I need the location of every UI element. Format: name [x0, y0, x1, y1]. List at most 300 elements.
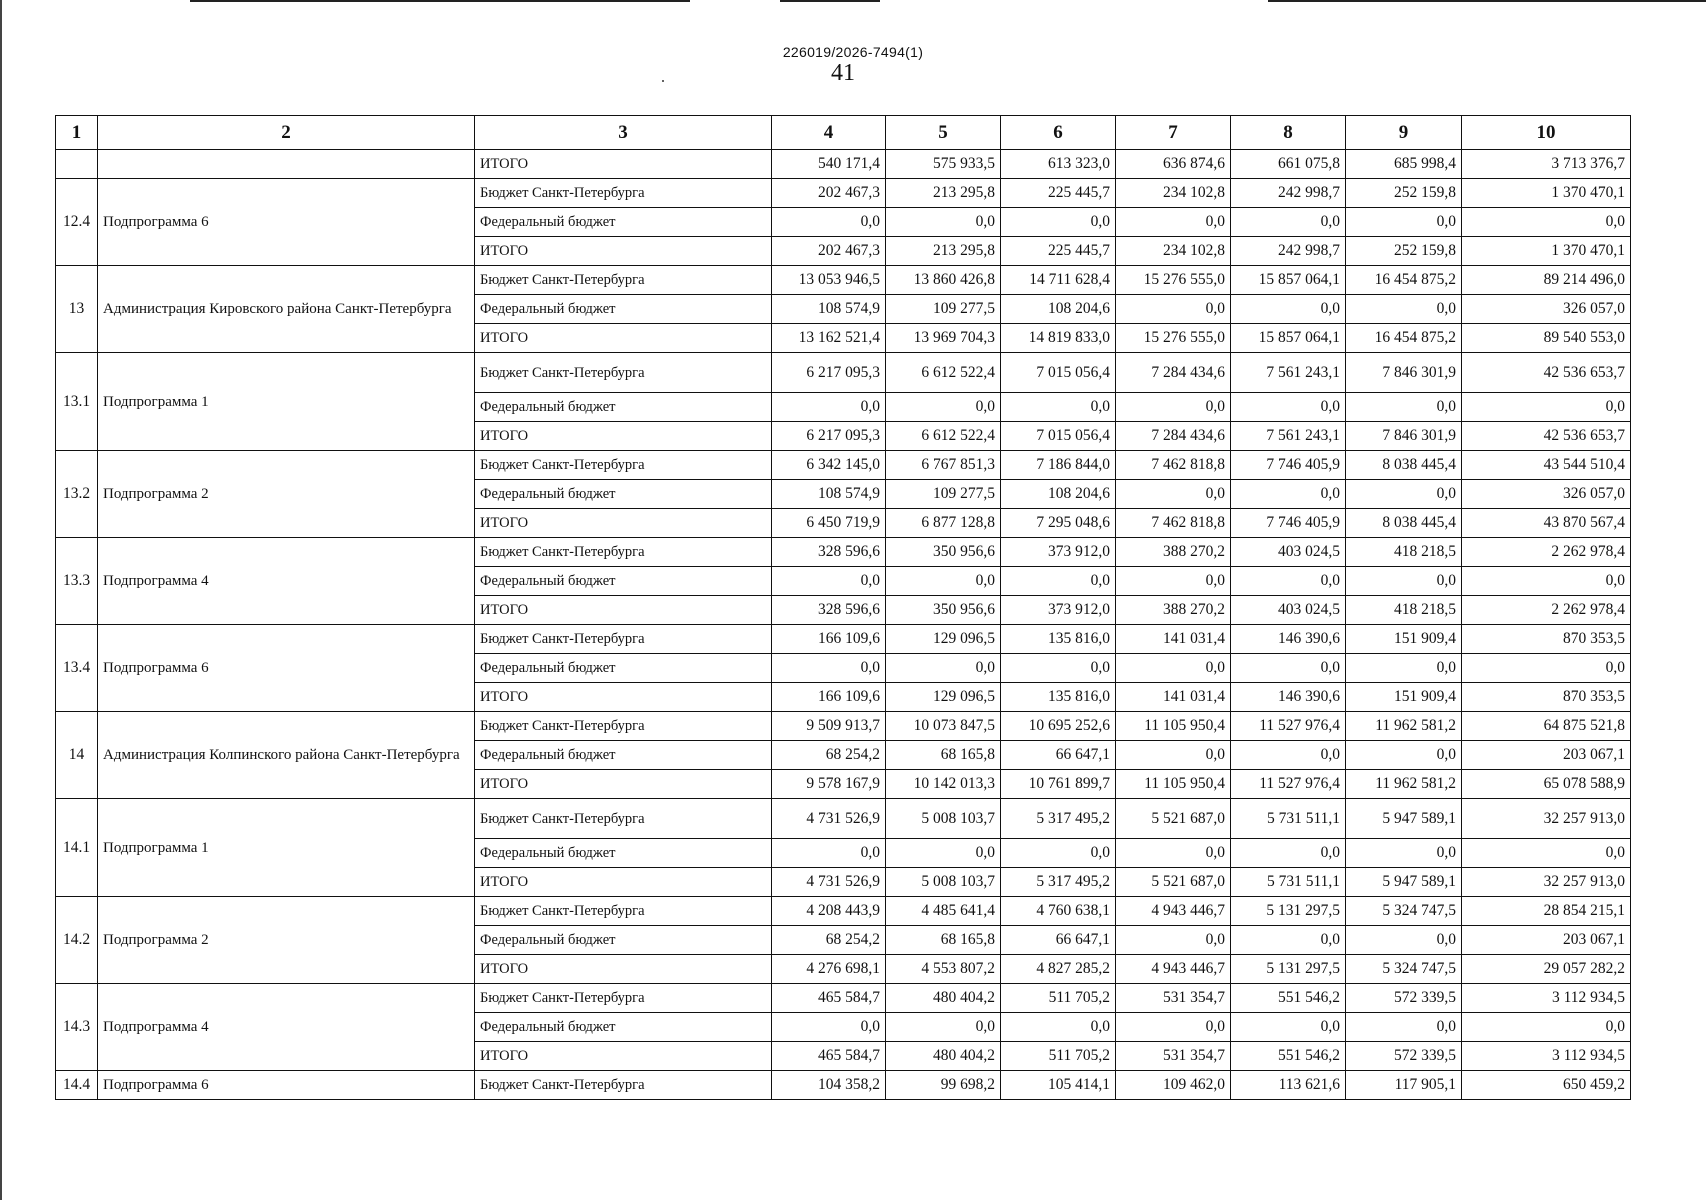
amount-cell: 10 142 013,3 [886, 770, 1001, 799]
amount-cell: 166 109,6 [772, 683, 886, 712]
amount-cell: 141 031,4 [1116, 625, 1231, 654]
funding-source-cell: ИТОГО [475, 596, 772, 625]
amount-cell: 14 711 628,4 [1001, 266, 1116, 295]
amount-cell: 42 536 653,7 [1462, 422, 1631, 451]
amount-cell: 0,0 [1462, 839, 1631, 868]
amount-cell: 7 462 818,8 [1116, 451, 1231, 480]
amount-cell: 540 171,4 [772, 150, 886, 179]
amount-cell: 4 208 443,9 [772, 897, 886, 926]
funding-source-cell: Бюджет Санкт-Петербурга [475, 984, 772, 1013]
table-row [56, 984, 1631, 1013]
amount-cell: 511 705,2 [1001, 984, 1116, 1013]
amount-cell: 0,0 [1001, 393, 1116, 422]
amount-cell: 15 276 555,0 [1116, 266, 1231, 295]
amount-cell: 7 015 056,4 [1001, 353, 1116, 393]
amount-cell: 0,0 [1346, 741, 1462, 770]
amount-cell: 10 695 252,6 [1001, 712, 1116, 741]
amount-cell: 146 390,6 [1231, 683, 1346, 712]
table-row [56, 1071, 1631, 1100]
amount-cell: 108 574,9 [772, 480, 886, 509]
amount-cell: 0,0 [1001, 1013, 1116, 1042]
row-name-cell: Подпрограмма 1 [98, 799, 475, 897]
amount-cell: 43 870 567,4 [1462, 509, 1631, 538]
column-header: 6 [1001, 116, 1116, 150]
funding-source-cell: Федеральный бюджет [475, 741, 772, 770]
table-header-row [56, 116, 1631, 150]
amount-cell: 650 459,2 [1462, 1071, 1631, 1100]
amount-cell: 870 353,5 [1462, 683, 1631, 712]
amount-cell: 5 317 495,2 [1001, 799, 1116, 839]
amount-cell: 15 276 555,0 [1116, 324, 1231, 353]
amount-cell: 0,0 [1116, 208, 1231, 237]
amount-cell: 0,0 [1346, 567, 1462, 596]
amount-cell: 4 731 526,9 [772, 799, 886, 839]
amount-cell: 531 354,7 [1116, 984, 1231, 1013]
amount-cell: 28 854 215,1 [1462, 897, 1631, 926]
amount-cell: 11 105 950,4 [1116, 770, 1231, 799]
amount-cell: 32 257 913,0 [1462, 799, 1631, 839]
amount-cell: 572 339,5 [1346, 984, 1462, 1013]
amount-cell: 104 358,2 [772, 1071, 886, 1100]
amount-cell: 109 277,5 [886, 480, 1001, 509]
funding-source-cell: Бюджет Санкт-Петербурга [475, 897, 772, 926]
row-name-cell: Подпрограмма 4 [98, 538, 475, 625]
amount-cell: 661 075,8 [1231, 150, 1346, 179]
funding-source-cell: Бюджет Санкт-Петербурга [475, 179, 772, 208]
row-code-cell [56, 150, 98, 179]
scan-speck [662, 80, 664, 82]
amount-cell: 7 295 048,6 [1001, 509, 1116, 538]
amount-cell: 0,0 [772, 1013, 886, 1042]
amount-cell: 6 342 145,0 [772, 451, 886, 480]
funding-source-cell: ИТОГО [475, 509, 772, 538]
amount-cell: 0,0 [886, 567, 1001, 596]
amount-cell: 328 596,6 [772, 538, 886, 567]
funding-source-cell: Бюджет Санкт-Петербурга [475, 625, 772, 654]
amount-cell: 328 596,6 [772, 596, 886, 625]
amount-cell: 89 540 553,0 [1462, 324, 1631, 353]
amount-cell: 135 816,0 [1001, 625, 1116, 654]
row-name-cell: Подпрограмма 2 [98, 451, 475, 538]
table-row [56, 538, 1631, 567]
amount-cell: 0,0 [1346, 208, 1462, 237]
funding-source-cell: ИТОГО [475, 324, 772, 353]
column-header: 4 [772, 116, 886, 150]
amount-cell: 0,0 [1231, 926, 1346, 955]
amount-cell: 7 846 301,9 [1346, 353, 1462, 393]
amount-cell: 108 204,6 [1001, 480, 1116, 509]
row-code-cell: 13.3 [56, 538, 98, 625]
row-code-cell: 14.3 [56, 984, 98, 1071]
amount-cell: 16 454 875,2 [1346, 266, 1462, 295]
amount-cell: 0,0 [1001, 208, 1116, 237]
row-code-cell: 14.1 [56, 799, 98, 897]
table-row [56, 150, 1631, 179]
amount-cell: 7 284 434,6 [1116, 353, 1231, 393]
amount-cell: 4 760 638,1 [1001, 897, 1116, 926]
amount-cell: 0,0 [1231, 393, 1346, 422]
amount-cell: 0,0 [1116, 839, 1231, 868]
amount-cell: 350 956,6 [886, 596, 1001, 625]
amount-cell: 234 102,8 [1116, 179, 1231, 208]
amount-cell: 242 998,7 [1231, 179, 1346, 208]
amount-cell: 109 277,5 [886, 295, 1001, 324]
amount-cell: 7 561 243,1 [1231, 422, 1346, 451]
amount-cell: 6 767 851,3 [886, 451, 1001, 480]
row-name-cell [98, 150, 475, 179]
amount-cell: 9 509 913,7 [772, 712, 886, 741]
amount-cell: 7 186 844,0 [1001, 451, 1116, 480]
amount-cell: 0,0 [1346, 926, 1462, 955]
table-row [56, 625, 1631, 654]
page-left-edge [0, 0, 2, 1200]
amount-cell: 32 257 913,0 [1462, 868, 1631, 897]
amount-cell: 0,0 [1231, 295, 1346, 324]
amount-cell: 11 962 581,2 [1346, 770, 1462, 799]
amount-cell: 0,0 [1346, 295, 1462, 324]
amount-cell: 202 467,3 [772, 237, 886, 266]
column-header: 5 [886, 116, 1001, 150]
amount-cell: 213 295,8 [886, 237, 1001, 266]
table-row [56, 179, 1631, 208]
amount-cell: 465 584,7 [772, 984, 886, 1013]
amount-cell: 870 353,5 [1462, 625, 1631, 654]
page-number: 41 [831, 60, 855, 86]
amount-cell: 0,0 [1462, 208, 1631, 237]
amount-cell: 6 877 128,8 [886, 509, 1001, 538]
amount-cell: 13 969 704,3 [886, 324, 1001, 353]
amount-cell: 0,0 [1231, 1013, 1346, 1042]
row-name-cell: Подпрограмма 6 [98, 179, 475, 266]
row-code-cell: 14.4 [56, 1071, 98, 1100]
amount-cell: 388 270,2 [1116, 538, 1231, 567]
funding-source-cell: Федеральный бюджет [475, 654, 772, 683]
amount-cell: 388 270,2 [1116, 596, 1231, 625]
funding-source-cell: Федеральный бюджет [475, 926, 772, 955]
amount-cell: 5 324 747,5 [1346, 955, 1462, 984]
column-header: 9 [1346, 116, 1462, 150]
funding-source-cell: Федеральный бюджет [475, 295, 772, 324]
amount-cell: 0,0 [1116, 1013, 1231, 1042]
amount-cell: 5 521 687,0 [1116, 799, 1231, 839]
amount-cell: 0,0 [1231, 480, 1346, 509]
amount-cell: 1 370 470,1 [1462, 179, 1631, 208]
amount-cell: 225 445,7 [1001, 237, 1116, 266]
amount-cell: 129 096,5 [886, 683, 1001, 712]
amount-cell: 2 262 978,4 [1462, 596, 1631, 625]
amount-cell: 11 962 581,2 [1346, 712, 1462, 741]
row-code-cell: 13.2 [56, 451, 98, 538]
table-row [56, 353, 1631, 393]
amount-cell: 4 276 698,1 [772, 955, 886, 984]
amount-cell: 0,0 [1231, 654, 1346, 683]
funding-source-cell: Федеральный бюджет [475, 393, 772, 422]
amount-cell: 99 698,2 [886, 1071, 1001, 1100]
amount-cell: 0,0 [1462, 393, 1631, 422]
row-code-cell: 14.2 [56, 897, 98, 984]
row-name-cell: Подпрограмма 6 [98, 625, 475, 712]
amount-cell: 418 218,5 [1346, 538, 1462, 567]
funding-source-cell: Бюджет Санкт-Петербурга [475, 799, 772, 839]
amount-cell: 16 454 875,2 [1346, 324, 1462, 353]
amount-cell: 0,0 [1231, 208, 1346, 237]
amount-cell: 7 561 243,1 [1231, 353, 1346, 393]
amount-cell: 465 584,7 [772, 1042, 886, 1071]
amount-cell: 68 165,8 [886, 926, 1001, 955]
amount-cell: 7 746 405,9 [1231, 509, 1346, 538]
amount-cell: 89 214 496,0 [1462, 266, 1631, 295]
amount-cell: 113 621,6 [1231, 1071, 1346, 1100]
row-code-cell: 13 [56, 266, 98, 353]
amount-cell: 6 612 522,4 [886, 353, 1001, 393]
amount-cell: 4 553 807,2 [886, 955, 1001, 984]
funding-source-cell: Бюджет Санкт-Петербурга [475, 353, 772, 393]
amount-cell: 108 574,9 [772, 295, 886, 324]
amount-cell: 11 527 976,4 [1231, 770, 1346, 799]
column-header: 8 [1231, 116, 1346, 150]
amount-cell: 0,0 [1001, 567, 1116, 596]
amount-cell: 242 998,7 [1231, 237, 1346, 266]
table-row [56, 799, 1631, 839]
amount-cell: 5 947 589,1 [1346, 799, 1462, 839]
amount-cell: 9 578 167,9 [772, 770, 886, 799]
amount-cell: 117 905,1 [1346, 1071, 1462, 1100]
funding-source-cell: ИТОГО [475, 868, 772, 897]
amount-cell: 0,0 [1116, 480, 1231, 509]
amount-cell: 6 217 095,3 [772, 422, 886, 451]
column-header: 2 [98, 116, 475, 150]
amount-cell: 613 323,0 [1001, 150, 1116, 179]
table-row [56, 266, 1631, 295]
funding-source-cell: ИТОГО [475, 150, 772, 179]
amount-cell: 5 731 511,1 [1231, 799, 1346, 839]
amount-cell: 129 096,5 [886, 625, 1001, 654]
amount-cell: 0,0 [1001, 839, 1116, 868]
amount-cell: 531 354,7 [1116, 1042, 1231, 1071]
amount-cell: 0,0 [772, 567, 886, 596]
amount-cell: 68 254,2 [772, 741, 886, 770]
amount-cell: 0,0 [1116, 393, 1231, 422]
amount-cell: 0,0 [886, 1013, 1001, 1042]
amount-cell: 2 262 978,4 [1462, 538, 1631, 567]
amount-cell: 0,0 [886, 393, 1001, 422]
table-row [56, 712, 1631, 741]
funding-source-cell: Бюджет Санкт-Петербурга [475, 712, 772, 741]
amount-cell: 3 112 934,5 [1462, 1042, 1631, 1071]
amount-cell: 203 067,1 [1462, 741, 1631, 770]
amount-cell: 575 933,5 [886, 150, 1001, 179]
amount-cell: 0,0 [1231, 741, 1346, 770]
amount-cell: 0,0 [1231, 567, 1346, 596]
amount-cell: 0,0 [1116, 926, 1231, 955]
row-name-cell: Подпрограмма 2 [98, 897, 475, 984]
budget-table [55, 115, 1631, 1100]
row-name-cell: Администрация Кировского района Санкт-Петербурга [98, 266, 475, 353]
amount-cell: 0,0 [1346, 839, 1462, 868]
amount-cell: 109 462,0 [1116, 1071, 1231, 1100]
amount-cell: 68 254,2 [772, 926, 886, 955]
amount-cell: 3 112 934,5 [1462, 984, 1631, 1013]
amount-cell: 0,0 [1346, 393, 1462, 422]
amount-cell: 5 131 297,5 [1231, 955, 1346, 984]
amount-cell: 326 057,0 [1462, 295, 1631, 324]
amount-cell: 252 159,8 [1346, 179, 1462, 208]
amount-cell: 234 102,8 [1116, 237, 1231, 266]
amount-cell: 5 324 747,5 [1346, 897, 1462, 926]
amount-cell: 551 546,2 [1231, 984, 1346, 1013]
amount-cell: 0,0 [886, 654, 1001, 683]
amount-cell: 10 073 847,5 [886, 712, 1001, 741]
row-name-cell: Администрация Колпинского района Санкт-Петербурга [98, 712, 475, 799]
amount-cell: 42 536 653,7 [1462, 353, 1631, 393]
column-header: 10 [1462, 116, 1631, 150]
amount-cell: 0,0 [1116, 741, 1231, 770]
amount-cell: 480 404,2 [886, 1042, 1001, 1071]
amount-cell: 511 705,2 [1001, 1042, 1116, 1071]
amount-cell: 636 874,6 [1116, 150, 1231, 179]
amount-cell: 15 857 064,1 [1231, 266, 1346, 295]
row-code-cell: 13.4 [56, 625, 98, 712]
funding-source-cell: Бюджет Санкт-Петербурга [475, 1071, 772, 1100]
amount-cell: 551 546,2 [1231, 1042, 1346, 1071]
amount-cell: 5 947 589,1 [1346, 868, 1462, 897]
amount-cell: 213 295,8 [886, 179, 1001, 208]
row-code-cell: 12.4 [56, 179, 98, 266]
document-number: 226019/2026-7494(1) [782, 44, 924, 60]
amount-cell: 225 445,7 [1001, 179, 1116, 208]
amount-cell: 65 078 588,9 [1462, 770, 1631, 799]
funding-source-cell: Бюджет Санкт-Петербурга [475, 266, 772, 295]
amount-cell: 350 956,6 [886, 538, 1001, 567]
amount-cell: 8 038 445,4 [1346, 451, 1462, 480]
amount-cell: 403 024,5 [1231, 538, 1346, 567]
amount-cell: 14 819 833,0 [1001, 324, 1116, 353]
amount-cell: 6 612 522,4 [886, 422, 1001, 451]
amount-cell: 135 816,0 [1001, 683, 1116, 712]
amount-cell: 0,0 [1116, 567, 1231, 596]
amount-cell: 43 544 510,4 [1462, 451, 1631, 480]
amount-cell: 0,0 [1462, 654, 1631, 683]
amount-cell: 11 105 950,4 [1116, 712, 1231, 741]
row-name-cell: Подпрограмма 1 [98, 353, 475, 451]
table-row [56, 451, 1631, 480]
amount-cell: 373 912,0 [1001, 538, 1116, 567]
funding-source-cell: Бюджет Санкт-Петербурга [475, 451, 772, 480]
amount-cell: 5 317 495,2 [1001, 868, 1116, 897]
amount-cell: 572 339,5 [1346, 1042, 1462, 1071]
row-code-cell: 13.1 [56, 353, 98, 451]
amount-cell: 252 159,8 [1346, 237, 1462, 266]
amount-cell: 0,0 [1116, 295, 1231, 324]
amount-cell: 10 761 899,7 [1001, 770, 1116, 799]
amount-cell: 0,0 [772, 839, 886, 868]
funding-source-cell: Федеральный бюджет [475, 567, 772, 596]
amount-cell: 0,0 [1231, 839, 1346, 868]
amount-cell: 6 450 719,9 [772, 509, 886, 538]
amount-cell: 5 731 511,1 [1231, 868, 1346, 897]
amount-cell: 0,0 [772, 393, 886, 422]
amount-cell: 166 109,6 [772, 625, 886, 654]
amount-cell: 0,0 [772, 654, 886, 683]
column-header: 3 [475, 116, 772, 150]
amount-cell: 29 057 282,2 [1462, 955, 1631, 984]
funding-source-cell: Федеральный бюджет [475, 480, 772, 509]
amount-cell: 105 414,1 [1001, 1071, 1116, 1100]
table-row [56, 897, 1631, 926]
row-name-cell: Подпрограмма 6 [98, 1071, 475, 1100]
funding-source-cell: Федеральный бюджет [475, 839, 772, 868]
amount-cell: 8 038 445,4 [1346, 509, 1462, 538]
amount-cell: 4 943 446,7 [1116, 897, 1231, 926]
funding-source-cell: Бюджет Санкт-Петербурга [475, 538, 772, 567]
amount-cell: 373 912,0 [1001, 596, 1116, 625]
row-name-cell: Подпрограмма 4 [98, 984, 475, 1071]
amount-cell: 4 485 641,4 [886, 897, 1001, 926]
amount-cell: 202 467,3 [772, 179, 886, 208]
amount-cell: 7 746 405,9 [1231, 451, 1346, 480]
amount-cell: 5 521 687,0 [1116, 868, 1231, 897]
funding-source-cell: Федеральный бюджет [475, 1013, 772, 1042]
amount-cell: 0,0 [1462, 1013, 1631, 1042]
amount-cell: 0,0 [1346, 1013, 1462, 1042]
column-header: 1 [56, 116, 98, 150]
amount-cell: 6 217 095,3 [772, 353, 886, 393]
amount-cell: 66 647,1 [1001, 926, 1116, 955]
amount-cell: 0,0 [1001, 654, 1116, 683]
amount-cell: 68 165,8 [886, 741, 1001, 770]
funding-source-cell: ИТОГО [475, 770, 772, 799]
amount-cell: 151 909,4 [1346, 625, 1462, 654]
funding-source-cell: Федеральный бюджет [475, 208, 772, 237]
amount-cell: 0,0 [886, 839, 1001, 868]
funding-source-cell: ИТОГО [475, 422, 772, 451]
amount-cell: 13 053 946,5 [772, 266, 886, 295]
amount-cell: 480 404,2 [886, 984, 1001, 1013]
amount-cell: 66 647,1 [1001, 741, 1116, 770]
amount-cell: 13 162 521,4 [772, 324, 886, 353]
amount-cell: 13 860 426,8 [886, 266, 1001, 295]
amount-cell: 4 943 446,7 [1116, 955, 1231, 984]
amount-cell: 64 875 521,8 [1462, 712, 1631, 741]
amount-cell: 0,0 [1346, 654, 1462, 683]
amount-cell: 7 846 301,9 [1346, 422, 1462, 451]
funding-source-cell: ИТОГО [475, 237, 772, 266]
amount-cell: 5 131 297,5 [1231, 897, 1346, 926]
amount-cell: 0,0 [1346, 480, 1462, 509]
amount-cell: 3 713 376,7 [1462, 150, 1631, 179]
funding-source-cell: ИТОГО [475, 683, 772, 712]
amount-cell: 203 067,1 [1462, 926, 1631, 955]
amount-cell: 108 204,6 [1001, 295, 1116, 324]
amount-cell: 0,0 [1462, 567, 1631, 596]
amount-cell: 7 015 056,4 [1001, 422, 1116, 451]
amount-cell: 326 057,0 [1462, 480, 1631, 509]
amount-cell: 7 462 818,8 [1116, 509, 1231, 538]
amount-cell: 418 218,5 [1346, 596, 1462, 625]
row-code-cell: 14 [56, 712, 98, 799]
page-top-edge [0, 0, 1706, 4]
amount-cell: 0,0 [1116, 654, 1231, 683]
amount-cell: 0,0 [772, 208, 886, 237]
amount-cell: 4 827 285,2 [1001, 955, 1116, 984]
amount-cell: 0,0 [886, 208, 1001, 237]
amount-cell: 5 008 103,7 [886, 868, 1001, 897]
amount-cell: 141 031,4 [1116, 683, 1231, 712]
amount-cell: 7 284 434,6 [1116, 422, 1231, 451]
budget-table-body [56, 150, 1631, 1100]
amount-cell: 5 008 103,7 [886, 799, 1001, 839]
column-header: 7 [1116, 116, 1231, 150]
